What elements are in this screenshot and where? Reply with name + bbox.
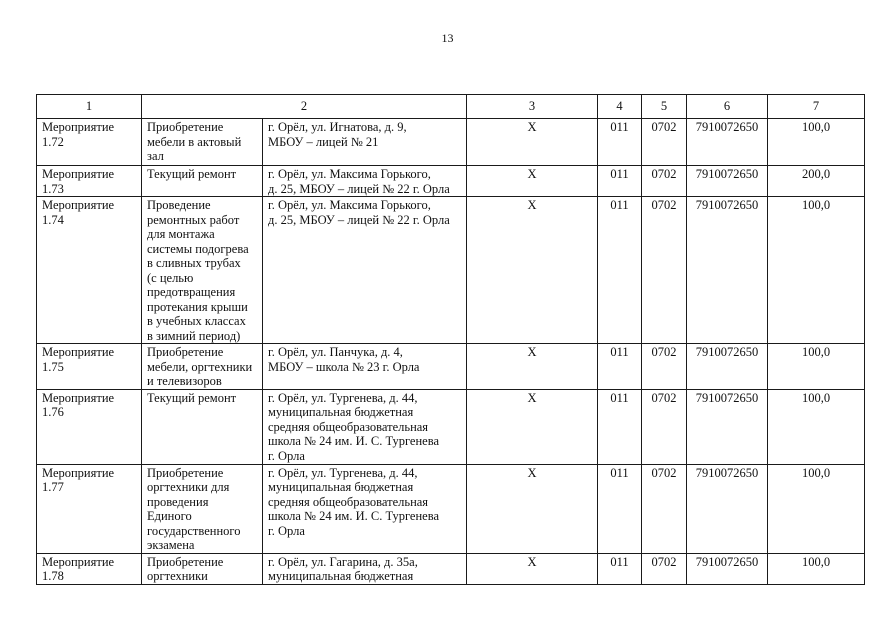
code-cell: 011 (598, 197, 642, 344)
code-cell: 011 (598, 464, 642, 553)
code-cell: 011 (598, 166, 642, 197)
header-cell-1: 1 (37, 95, 142, 119)
target-code-cell: 7910072650 (687, 389, 768, 464)
mark-cell: X (467, 197, 598, 344)
table-row (37, 197, 865, 344)
address-cell: г. Орёл, ул. Гагарина, д. 35а, муниципальная бюджетная (263, 553, 467, 584)
code-cell: 011 (598, 119, 642, 166)
mark-cell: X (467, 344, 598, 390)
target-code-cell: 7910072650 (687, 553, 768, 584)
section-code-cell: 0702 (642, 166, 687, 197)
target-code-cell: 7910072650 (687, 119, 768, 166)
section-code-cell: 0702 (642, 197, 687, 344)
address-cell: г. Орёл, ул. Максима Горького, д. 25, МБОУ – лицей № 22 г. Орла (263, 166, 467, 197)
address-cell: г. Орёл, ул. Тургенева, д. 44, муниципальная бюджетная средняя общеобразовательная школа № 24 им. И. С. Тургенева г. Орла (263, 464, 467, 553)
header-cell-3: 3 (467, 95, 598, 119)
mark-cell: X (467, 166, 598, 197)
code-cell: 011 (598, 553, 642, 584)
address-cell: г. Орёл, ул. Панчука, д. 4, МБОУ – школа № 23 г. Орла (263, 344, 467, 390)
address-cell: г. Орёл, ул. Игнатова, д. 9, МБОУ – лицей № 21 (263, 119, 467, 166)
section-code-cell: 0702 (642, 553, 687, 584)
section-code-cell: 0702 (642, 119, 687, 166)
measure-name-cell: Текущий ремонт (142, 166, 263, 197)
measure-label-cell: Мероприятие 1.76 (37, 389, 142, 464)
table-row (37, 464, 865, 553)
measure-label-cell: Мероприятие 1.73 (37, 166, 142, 197)
target-code-cell: 7910072650 (687, 197, 768, 344)
address-cell: г. Орёл, ул. Тургенева, д. 44, муниципальная бюджетная средняя общеобразовательная школа № 24 им. И. С. Тургенева г. Орла (263, 389, 467, 464)
measure-name-cell: Приобретение оргтехники (142, 553, 263, 584)
mark-cell: X (467, 553, 598, 584)
table-row (37, 389, 865, 464)
mark-cell: X (467, 464, 598, 553)
mark-cell: X (467, 119, 598, 166)
table-row (37, 119, 865, 166)
amount-cell: 100,0 (768, 119, 865, 166)
header-cell-4: 4 (598, 95, 642, 119)
target-code-cell: 7910072650 (687, 464, 768, 553)
table-row (37, 553, 865, 584)
address-cell: г. Орёл, ул. Максима Горького, д. 25, МБОУ – лицей № 22 г. Орла (263, 197, 467, 344)
table-row (37, 344, 865, 390)
measure-name-cell: Приобретение оргтехники для проведения Единого государственного экзамена (142, 464, 263, 553)
header-cell-6: 6 (687, 95, 768, 119)
amount-cell: 100,0 (768, 553, 865, 584)
measures-table (36, 94, 865, 585)
amount-cell: 100,0 (768, 344, 865, 390)
measure-label-cell: Мероприятие 1.72 (37, 119, 142, 166)
amount-cell: 100,0 (768, 464, 865, 553)
table-row (37, 166, 865, 197)
measure-name-cell: Приобретение мебели, оргтехники и телевизоров (142, 344, 263, 390)
page-number: 13 (441, 31, 454, 45)
header-cell-2: 2 (142, 95, 467, 119)
measure-name-cell: Приобретение мебели в актовый зал (142, 119, 263, 166)
mark-cell: X (467, 389, 598, 464)
measure-label-cell: Мероприятие 1.75 (37, 344, 142, 390)
target-code-cell: 7910072650 (687, 166, 768, 197)
section-code-cell: 0702 (642, 344, 687, 390)
section-code-cell: 0702 (642, 464, 687, 553)
measure-label-cell: Мероприятие 1.77 (37, 464, 142, 553)
measure-name-cell: Текущий ремонт (142, 389, 263, 464)
header-cell-5: 5 (642, 95, 687, 119)
target-code-cell: 7910072650 (687, 344, 768, 390)
measure-label-cell: Мероприятие 1.74 (37, 197, 142, 344)
header-cell-7: 7 (768, 95, 865, 119)
table-header-row (37, 95, 865, 119)
measure-name-cell: Проведение ремонтных работ для монтажа системы подогрева в сливных трубах (с целью предотвращения протекания крыши в учебных классах в зимний период) (142, 197, 263, 344)
section-code-cell: 0702 (642, 389, 687, 464)
amount-cell: 200,0 (768, 166, 865, 197)
amount-cell: 100,0 (768, 197, 865, 344)
measure-label-cell: Мероприятие 1.78 (37, 553, 142, 584)
code-cell: 011 (598, 389, 642, 464)
amount-cell: 100,0 (768, 389, 865, 464)
code-cell: 011 (598, 344, 642, 390)
